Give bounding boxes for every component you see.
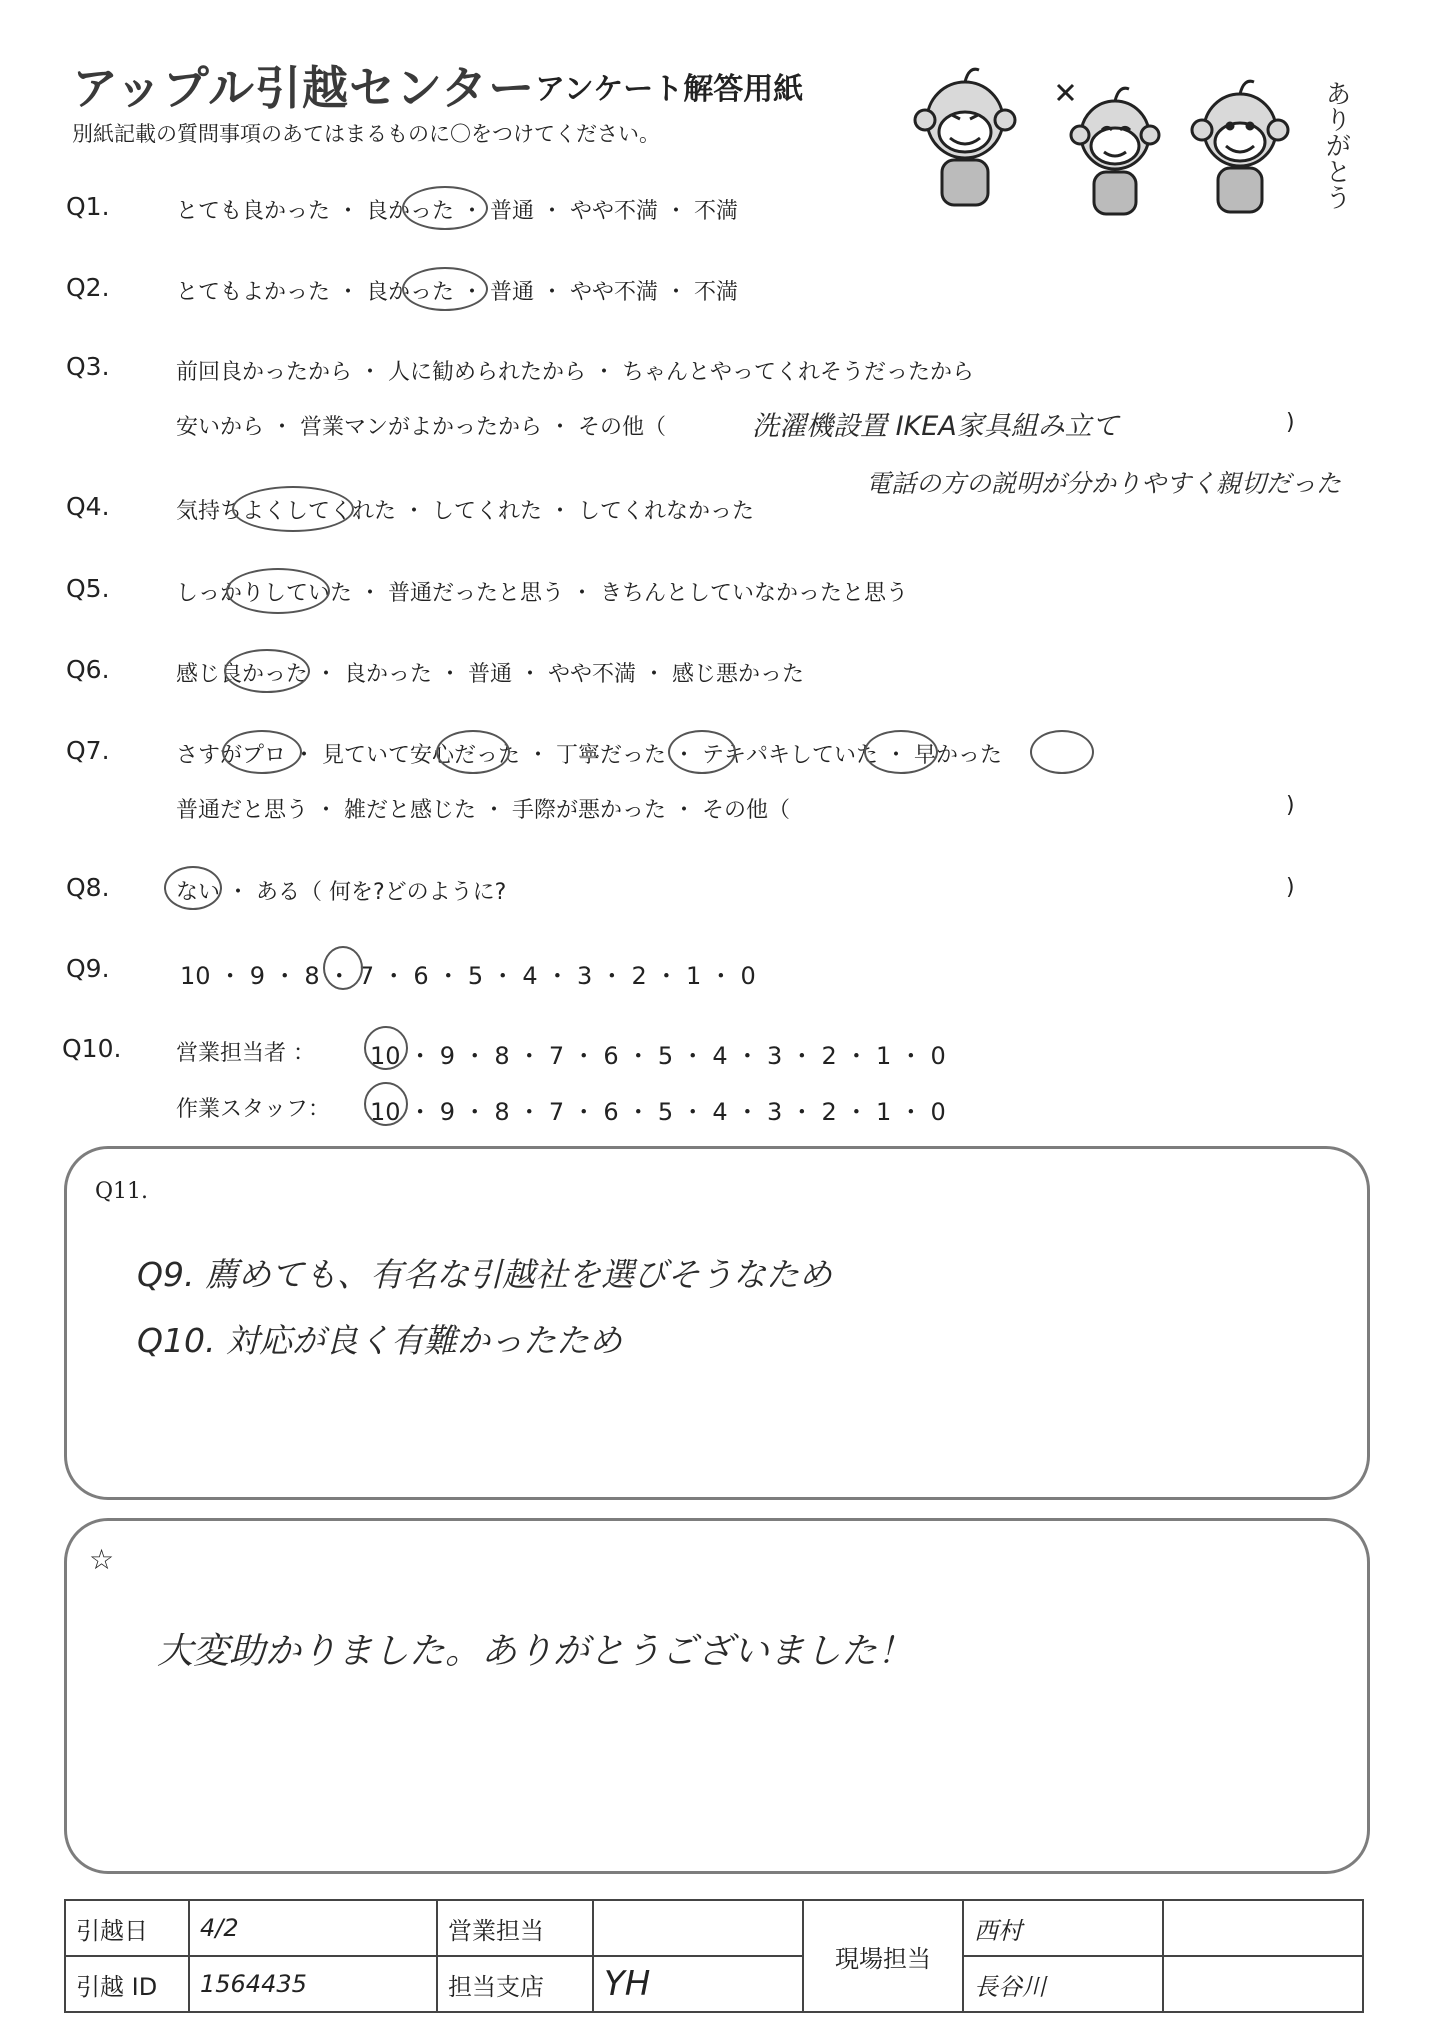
q3-label: Q3. <box>66 352 110 381</box>
q3-other-handwritten: 洗濯機設置 IKEA家具組み立て <box>752 411 1119 442</box>
q8-selection-circle <box>164 866 222 910</box>
q7-selection-circle-1 <box>222 730 302 774</box>
site-rep-extra-1 <box>1163 1900 1363 1956</box>
site-rep-extra-2 <box>1163 1956 1363 2012</box>
q9-selection-circle <box>323 946 363 990</box>
q10-staff-label: 作業スタッフ： <box>176 1097 331 1122</box>
q7-selection-circle-3 <box>668 730 736 774</box>
q4-selection-circle <box>232 486 354 532</box>
q10-sales-selection-circle <box>364 1026 408 1070</box>
q3-close-paren: ) <box>1286 410 1295 435</box>
q8-options: ない ・ ある（ 何を?どのように? <box>176 880 507 905</box>
branch-label: 担当支店 <box>437 1956 593 2012</box>
free-comment-box <box>64 1518 1370 1874</box>
form-instruction: 別紙記載の質問事項のあてはまるものに〇をつけてください。 <box>72 122 660 146</box>
q7-selection-circle-5 <box>1030 730 1094 774</box>
q5-options: しっかりしていた ・ 普通だったと思う ・ きちんとしていなかったと思う <box>176 581 908 606</box>
move-id-label: 引越 ID <box>65 1956 189 2012</box>
q1-options: とても良かった ・ 良かった ・ 普通 ・ やや不満 ・ 不満 <box>176 199 738 224</box>
q11-comment-box <box>64 1146 1370 1500</box>
branch-value: YH <box>593 1956 803 2012</box>
q7-selection-circle-2 <box>436 730 510 774</box>
q2-label: Q2. <box>66 273 110 302</box>
q6-label: Q6. <box>66 655 110 684</box>
q7-label: Q7. <box>66 736 110 765</box>
q7-close-paren: ) <box>1286 793 1295 818</box>
q10-sales-scale: 10 ・ 9 ・ 8 ・ 7 ・ 6 ・ 5 ・ 4 ・ 3 ・ 2 ・ 1 ・ 0 <box>370 1042 946 1070</box>
q6-options: 感じ良かった ・ 良かった ・ 普通 ・ やや不満 ・ 感じ悪かった <box>176 662 804 687</box>
q8-close-paren: ) <box>1286 875 1295 900</box>
company-title: アップル引越センター <box>72 61 536 115</box>
star-icon: ☆ <box>89 1543 115 1576</box>
sales-rep-value <box>593 1900 803 1956</box>
q9-scale: 10 ・ 9 ・ 8 ・ 7 ・ 6 ・ 5 ・ 4 ・ 3 ・ 2 ・ 1 ・ 0 <box>180 962 756 990</box>
q9-label: Q9. <box>66 954 110 983</box>
site-rep-value-2: 長谷川 <box>963 1956 1163 2012</box>
q10-sales-label: 営業担当者 ： <box>176 1041 315 1066</box>
q3-options-line1: 前回良かったから ・ 人に勧められたから ・ ちゃんとやってくれそうだったから <box>176 360 974 385</box>
q11-handwritten-line1: Q9. 薦めても、有名な引越社を選びそうなため <box>137 1255 832 1294</box>
monkey-mascots-illustration <box>890 60 1350 230</box>
q10-staff-scale: 10 ・ 9 ・ 8 ・ 7 ・ 6 ・ 5 ・ 4 ・ 3 ・ 2 ・ 1 ・ 0 <box>370 1098 946 1126</box>
q10-staff-selection-circle <box>364 1082 408 1126</box>
q7-selection-circle-4 <box>864 730 938 774</box>
move-date-value: 4/2 <box>189 1900 437 1956</box>
q5-selection-circle <box>226 568 330 614</box>
free-comment-handwritten: 大変助かりました。ありがとうございました！ <box>157 1631 914 1672</box>
q2-options: とてもよかった ・ 良かった ・ 普通 ・ やや不満 ・ 不満 <box>176 280 738 305</box>
q1-label: Q1. <box>66 192 110 221</box>
move-date-label: 引越日 <box>65 1900 189 1956</box>
q2-selection-circle <box>402 267 488 311</box>
q8-label: Q8. <box>66 873 110 902</box>
q11-label: Q11. <box>95 1179 149 1204</box>
site-rep-label: 現場担当 <box>803 1900 963 2012</box>
form-subtitle: アンケート解答用紙 <box>535 72 804 107</box>
sales-rep-label: 営業担当 <box>437 1900 593 1956</box>
q3-options-line2: 安いから ・ 営業マンがよかったから ・ その他（ <box>176 415 666 440</box>
q5-label: Q5. <box>66 574 110 603</box>
q6-selection-circle <box>224 649 310 693</box>
footer-info-table <box>64 1899 1364 2013</box>
site-rep-value-1: 西村 <box>963 1900 1163 1956</box>
mascot-thank-you-text: ありがとう <box>1321 80 1351 210</box>
q1-selection-circle <box>402 186 488 230</box>
q7-options-line2: 普通だと思う ・ 雑だと感じた ・ 手際が悪かった ・ その他（ <box>176 798 790 823</box>
q4-label: Q4. <box>66 492 110 521</box>
q7-options-line1: さすがプロ ・ 見ていて安心だった ・ 丁寧だった ・ テキパキしていた ・ 早かった <box>176 743 1002 768</box>
q3-comment-handwritten: 電話の方の説明が分かりやすく親切だった <box>866 469 1342 498</box>
q4-options: 気持ちよくしてくれた ・ してくれた ・ してくれなかった <box>176 499 754 524</box>
q10-label: Q10. <box>62 1034 122 1063</box>
q11-handwritten-line2: Q10. 対応が良く有難かったため <box>137 1321 622 1360</box>
move-id-value: 1564435 <box>189 1956 437 2012</box>
